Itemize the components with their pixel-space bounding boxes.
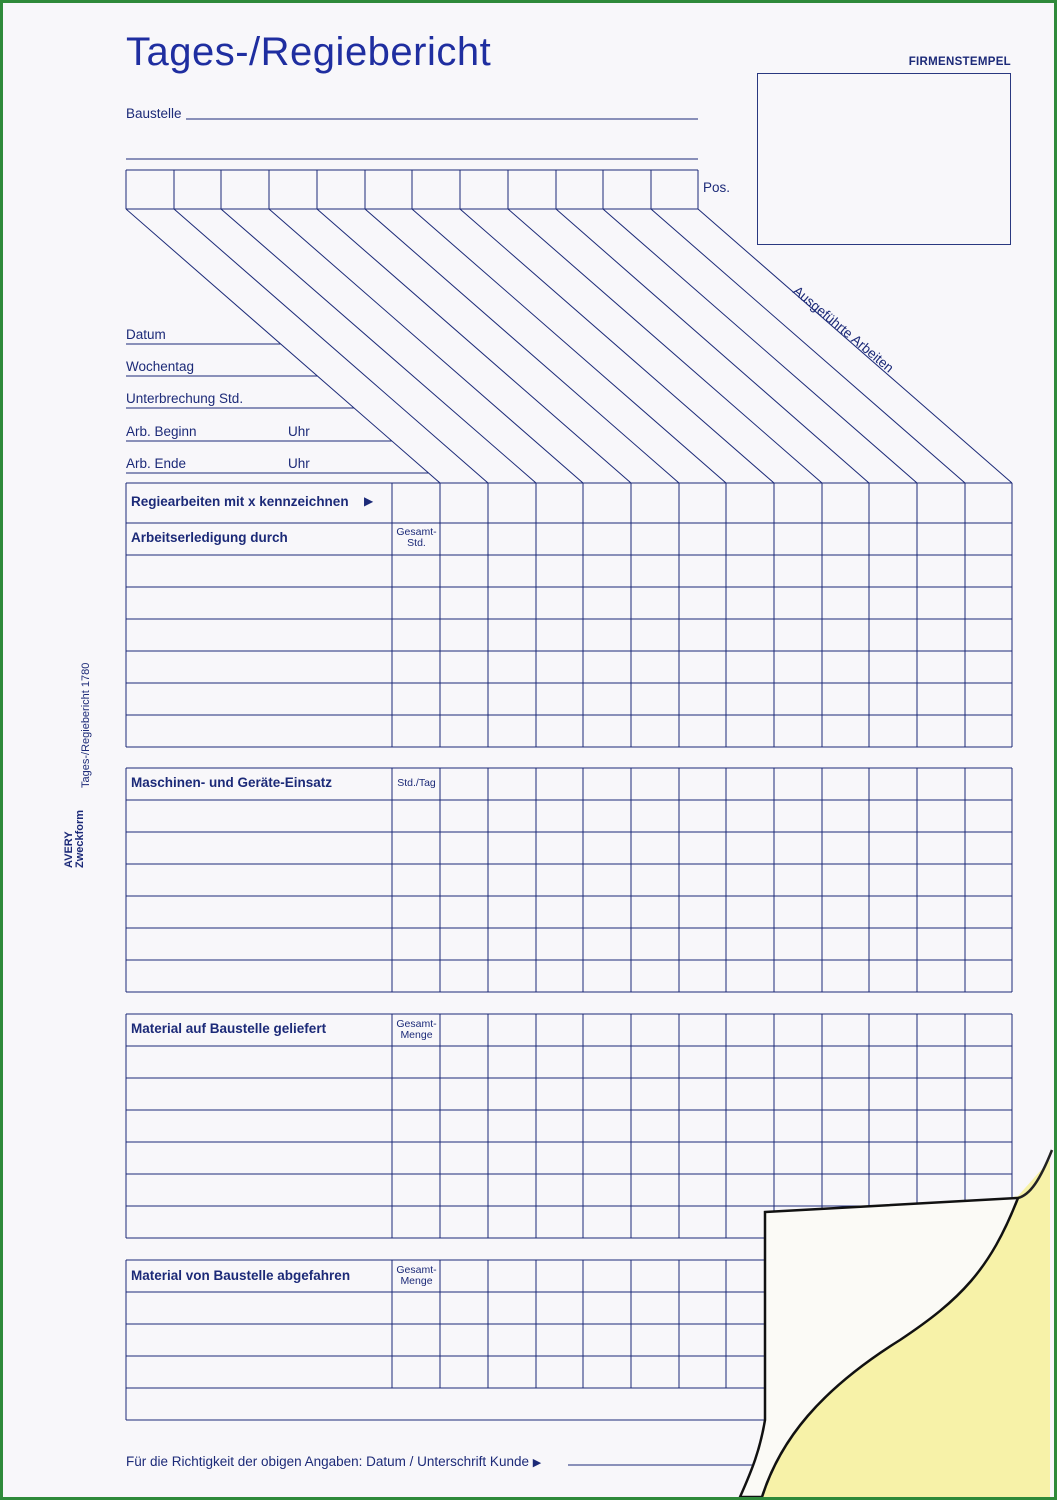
pos-label: Pos.	[703, 180, 731, 195]
avery-logo-line2: Zweckform	[74, 809, 86, 868]
arb-beginn-uhr: Uhr	[288, 424, 310, 439]
wochentag-label: Wochentag	[126, 359, 195, 374]
gesamt-menge-header-1: Gesamt- Menge	[396, 1018, 437, 1041]
unterbrechung-label: Unterbrechung Std.	[126, 391, 244, 406]
maschinen-label: Maschinen- und Geräte-Einsatz	[131, 775, 333, 790]
footer-text: Für die Richtigkeit der obigen Angaben: Datum / Unterschrift Kunde	[126, 1454, 529, 1469]
std-tag-header: Std./Tag	[397, 777, 436, 789]
ausgefuehrte-arbeiten-label: Ausgeführte Arbeiten	[790, 283, 897, 376]
arb-ende-label: Arb. Ende	[126, 456, 187, 471]
gesamt-std-header: Gesamt- Std.	[396, 526, 437, 549]
gesamt-menge-header-2: Gesamt- Menge	[396, 1264, 437, 1287]
regiearbeiten-label: Regiearbeiten mit x kennzeichnen	[131, 494, 349, 509]
firmenstempel-label: FIRMENSTEMPEL	[908, 56, 1011, 68]
arb-ende-uhr: Uhr	[288, 456, 310, 471]
footer-arrow-icon: ▶	[532, 1457, 542, 1469]
material-geliefert-label: Material auf Baustelle geliefert	[131, 1021, 327, 1036]
baustelle-label: Baustelle	[126, 106, 182, 121]
page-title: Tages-/Regiebericht	[126, 30, 492, 74]
arb-beginn-label: Arb. Beginn	[126, 424, 197, 439]
datum-label: Datum	[126, 327, 166, 342]
avery-logo-line1: AVERY	[63, 831, 75, 868]
side-form-title: Tages-/Regiebericht 1780	[80, 662, 92, 788]
material-abgefahren-label: Material von Baustelle abgefahren	[131, 1268, 351, 1283]
regiearbeiten-arrow-icon: ▶	[364, 494, 374, 508]
arbeitserledigung-label: Arbeitserledigung durch	[131, 530, 288, 545]
